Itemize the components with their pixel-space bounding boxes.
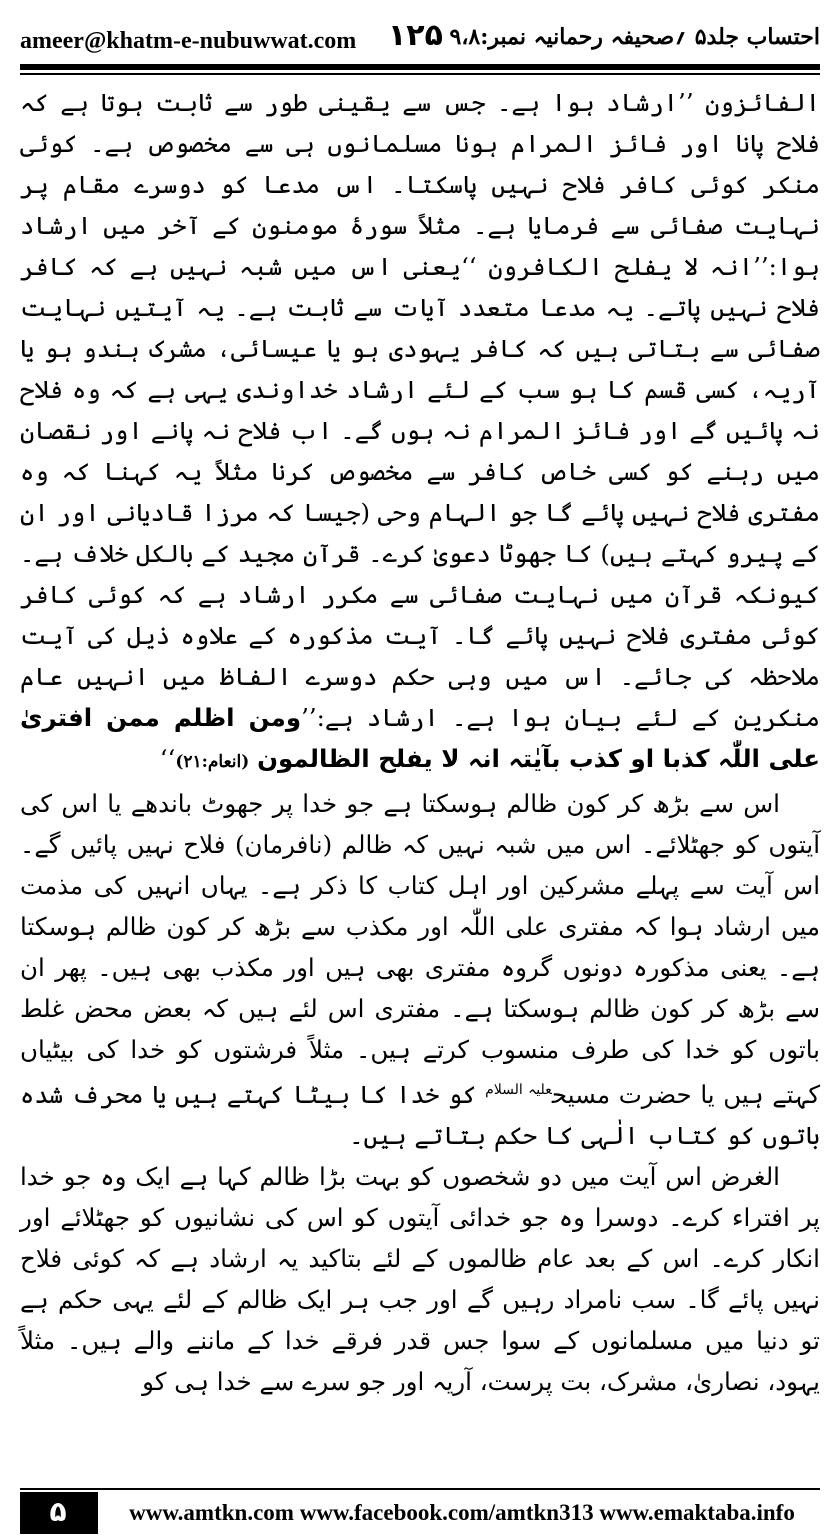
page-header bbox=[20, 14, 820, 60]
header-page-number: ۱۲۵ bbox=[388, 18, 443, 53]
paragraph-2-text: اس سے بڑھ کر کون ظالم ہوسکتا ہے جو خدا پر جھوٹ باندھے یا اس کی آیتوں کو جھٹلائے۔ اس میں شبہ نہیں کہ ظالم (نافرمان) فلاح نہیں پائیں گے۔ اس آیت سے پہلے مشرکین اور اہل کتاب کا ذکر ہے۔ یہاں انہیں کی مذمت میں ارشاد ہوا کہ مفتری علی اللّٰہ اور مکذب سے بڑھ کر کون ظالم ہوسکتا ہے۔ یعنی مذکورہ دونوں گروہ مفتری بھی ہیں اور مکذب بھی ہیں۔ پھر ان سے بڑھ کر کون ظالم ہوسکتا ہے۔ مفتری اس لئے ہیں کہ بعض محض غلط باتوں کو خدا کی طرف منسوب کرتے ہیں۔ مثلاً فرشتوں کو خدا کی بیٹیاں کہتے ہیں یا حضرت مسیح bbox=[20, 789, 820, 1110]
header-rule-thin bbox=[20, 73, 820, 75]
paragraph-3 bbox=[20, 1156, 820, 1402]
footer-links: www.amtkn.com www.facebook.com/amtkn313 www.emaktaba.info bbox=[129, 1500, 795, 1525]
verse-reference: (انعام:۲۱) bbox=[175, 752, 250, 772]
paragraph-1 bbox=[20, 82, 820, 783]
paragraph-2 bbox=[20, 783, 820, 1156]
paragraph-2-end: کو خدا کا بیٹا کہتے ہیں یا محرف شدہ باتوں کو کتاب الٰہی کا حکم بتاتے ہیں۔ bbox=[20, 1080, 820, 1151]
footer-page-number: ۵ bbox=[49, 1495, 67, 1528]
verse-close-quote: ‘‘ bbox=[159, 744, 176, 773]
honorific-mark: علیہ السلام bbox=[485, 1082, 552, 1098]
page-footer bbox=[20, 1488, 820, 1534]
header-email: ameer@khatm-e-nubuwwat.com bbox=[20, 28, 357, 54]
paragraph-1-text: الفائزون ’’ارشاد ہوا ہے۔ جس سے یقینی طور سے ثابت ہوتا ہے کہ فلاح پانا اور فائز المرام ہونا مسلمانوں ہی سے مخصوص ہے۔ کوئی منکر کوئی کافر فلاح نہیں پاسکتا۔ اس مدعا کو دوسرے مقام پر نہایت صفائی سے فرمایا ہے۔ مثلاً سورۂ مومنون کے آخر میں ارشاد ہوا:’’انہ لا یفلح الکافرون ‘‘یعنی اس میں شبہ نہیں ہے کہ کافر فلاح نہیں پاتے۔ یہ مدعا متعدد آیات سے ثابت ہے۔ یہ آیتیں نہایت صفائی سے بتاتی ہیں کہ کافر یہودی ہو یا عیسائی، مشرک ہندو ہو یا آریہ، کسی قسم کا ہو سب کے لئے ارشاد خداوندی یہی ہے کہ وہ فلاح نہ پائیں گے اور فائز المرام نہ ہوں گے۔ اب فلاح نہ پانے اور نقصان میں رہنے کو کسی خاص کافر سے مخصوص کرنا مثلاً یہ کہنا کہ وہ مفتری فلاح نہیں پائے گا جو الہام وحی (جیسا کہ مرزا قادیانی اور ان کے پیرو کہتے ہیں) کا جھوٹا دعویٰ کرے۔ قرآن مجید کے بالکل خلاف ہے۔ کیونکہ قرآن میں نہایت صفائی سے مکرر ارشاد ہے کہ کوئی کافر کوئی مفتری فلاح نہیں پائے گا۔ آیت مذکورہ کے علاوہ ذیل کی آیت ملاحظہ کی جائے۔ اس میں وہی حکم دوسرے الفاظ میں انہیں عام منکرین کے لئے بیان ہوا ہے۔ ارشاد ہے:’’ bbox=[20, 88, 820, 732]
page-body bbox=[20, 82, 820, 1402]
paragraph-3-text: الغرض اس آیت میں دو شخصوں کو بہت بڑا ظالم کہا ہے ایک وہ جو خدا پر افتراء کرے۔ دوسرا وہ جو خدائی آیتوں کو اس کی نشانیوں کو جھٹلائے اور انکار کرے۔ اس کے بعد عام ظالموں کے لئے بتاکید یہ ارشاد ہے کہ کوئی فلاح نہیں پائے گا۔ سب نامراد رہیں گے اور جب ہر ایک ظالم کے لئے یہی حکم ہے تو دنیا میں مسلمانوں کے سوا جس قدر فرقے خدا کے ماننے والے ہیں۔ مثلاً یہود، نصاریٰ، مشرک، بت پرست، آریہ اور جو سرے سے خدا ہی کو bbox=[20, 1162, 820, 1397]
arabic-verse: ومن اظلم ممن افتریٰ علی اللّٰہ کذبا او کذب بآیٰتہ انہ لا یفلح الظالمون bbox=[20, 703, 820, 773]
header-book-title: احتساب جلد۵ ؍صحیفہ رحمانیہ نمبر:۹،۸ bbox=[449, 24, 820, 50]
header-rule-thick bbox=[20, 64, 820, 70]
